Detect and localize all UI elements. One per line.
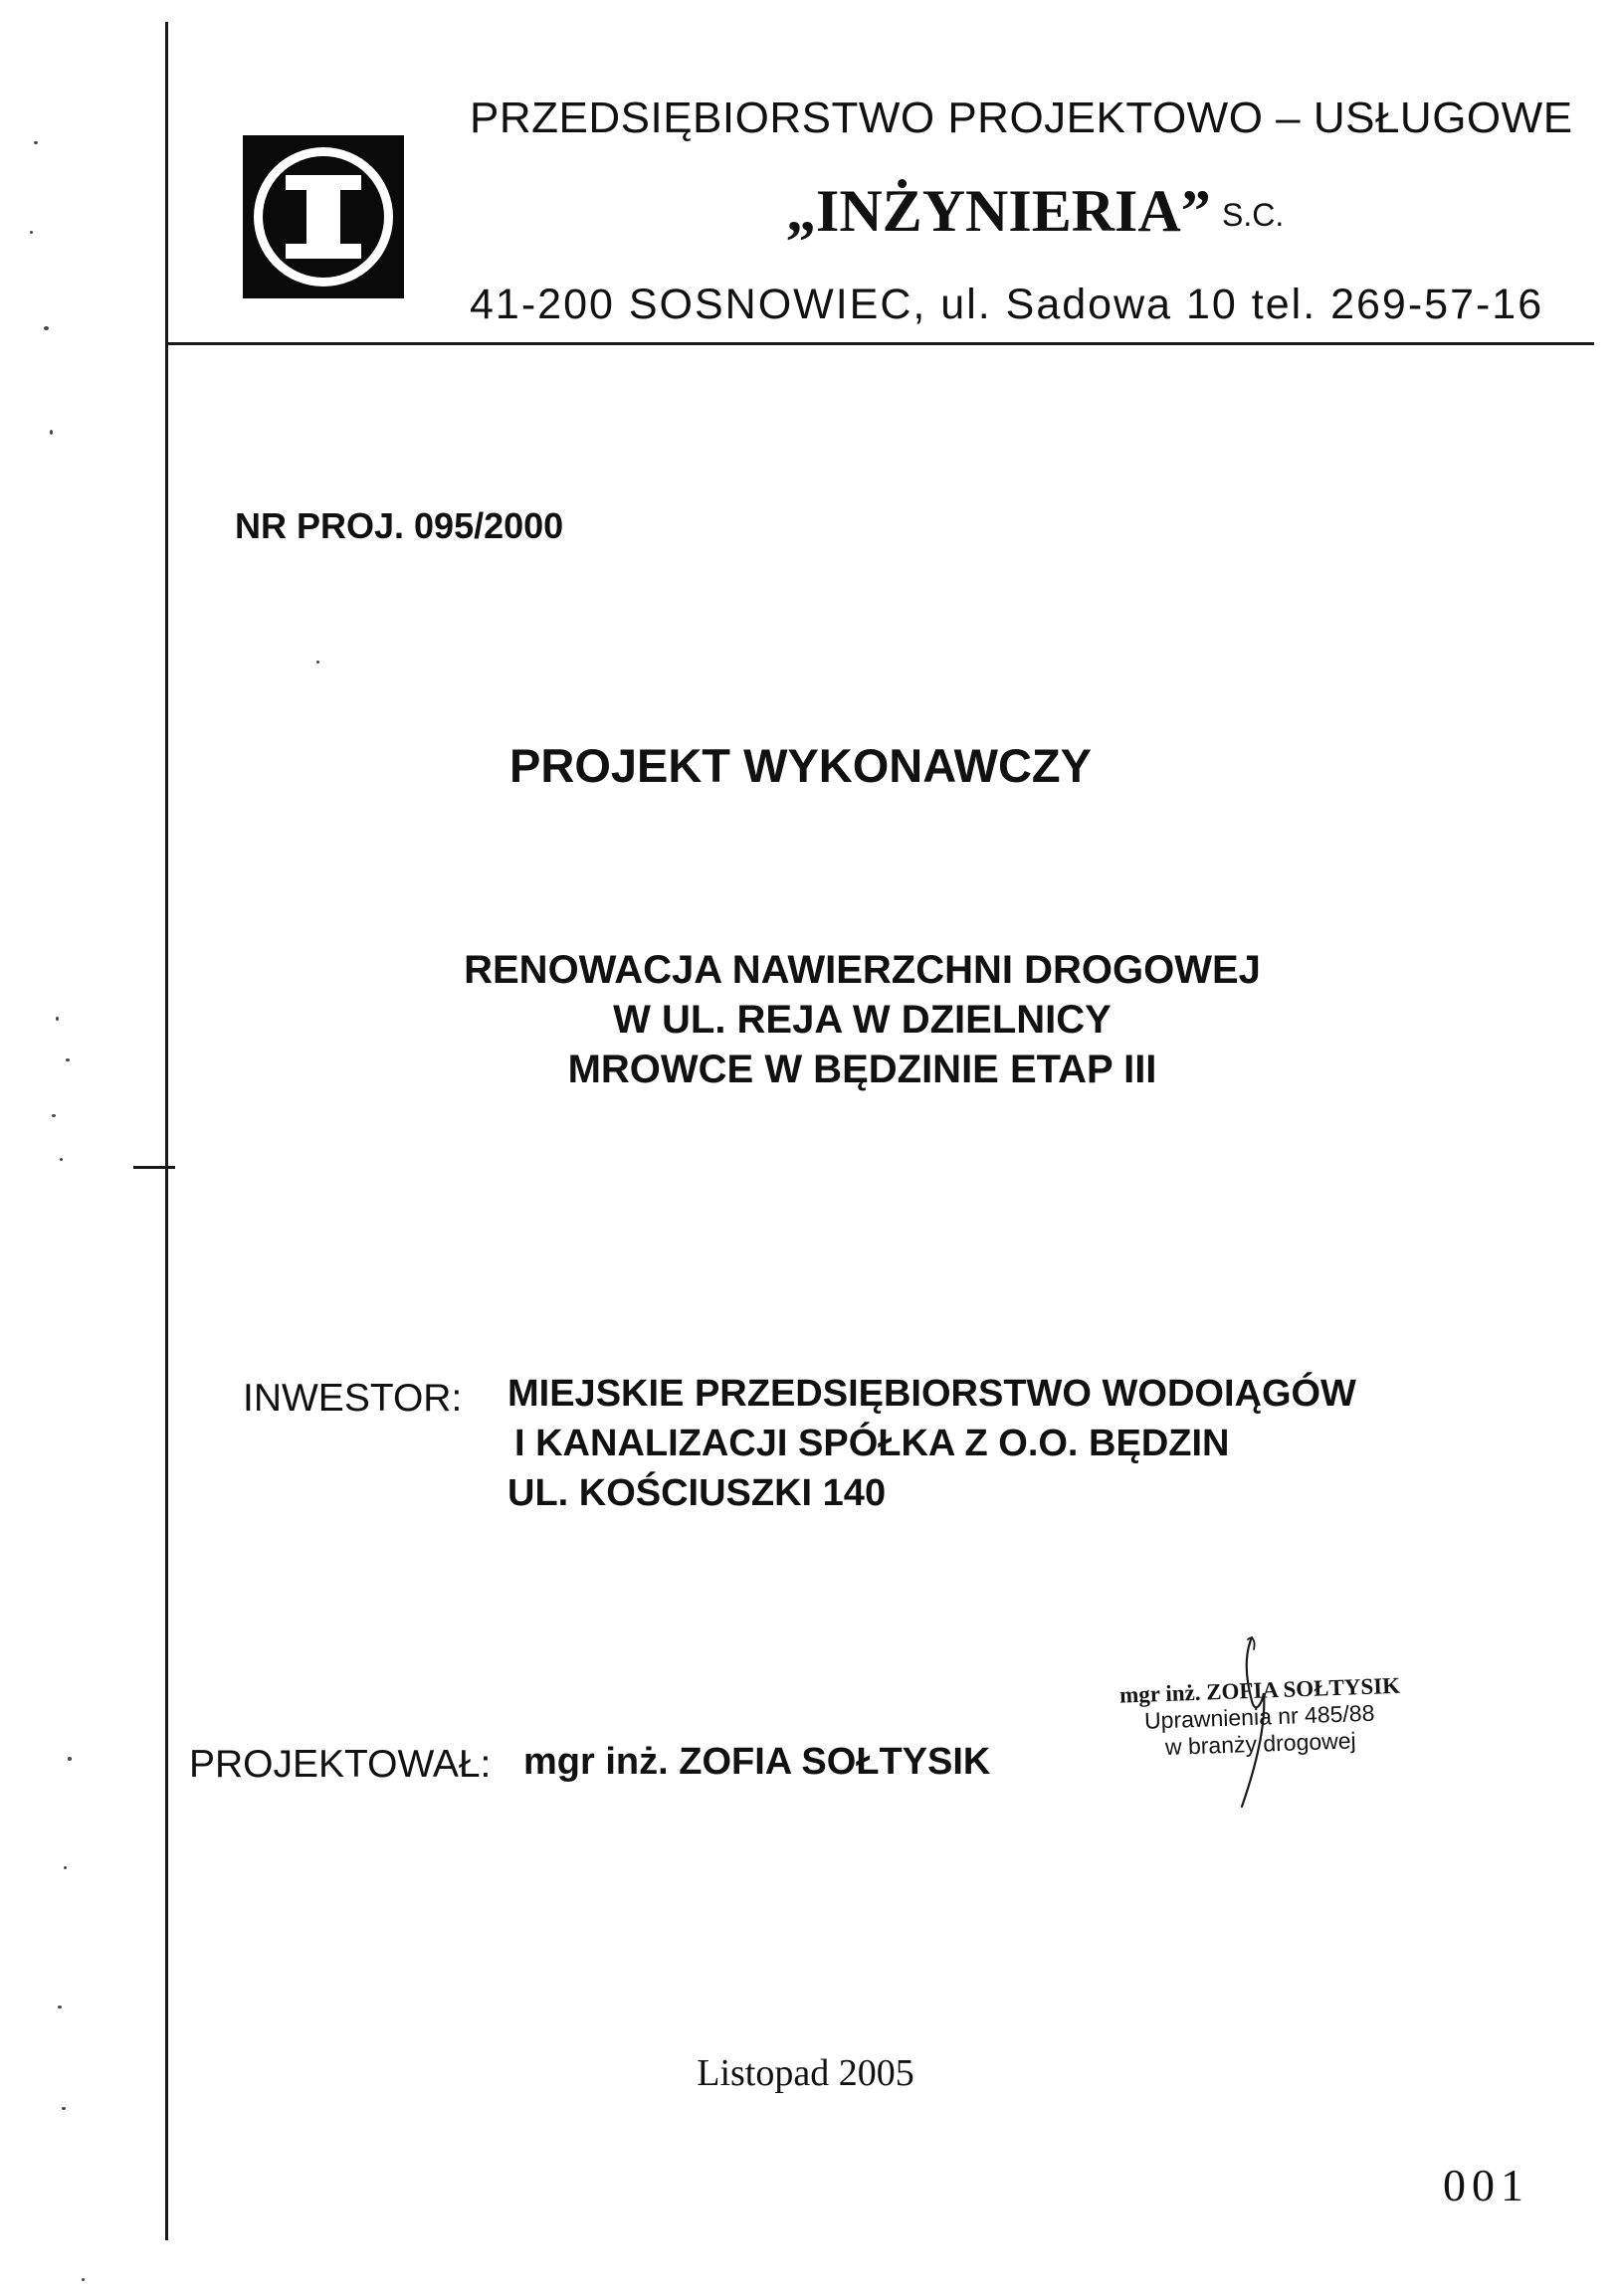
project-number: NR PROJ. 095/2000 (235, 505, 564, 546)
stamp-license: Uprawnienia nr 485/88 (1143, 1699, 1375, 1734)
issue-date: Listopad 2005 (697, 2052, 914, 2094)
scan-speck (44, 326, 49, 330)
binding-margin-line (165, 22, 168, 2240)
designer-name: mgr inż. ZOFIA SOŁTYSIK (523, 1741, 991, 1783)
stamp-name: mgr inż. ZOFIA SOŁTYSIK (1118, 1672, 1401, 1708)
signature-stroke-icon (1222, 1631, 1302, 1811)
scan-speck (68, 1757, 72, 1761)
company-logo (243, 135, 404, 298)
company-legal-form: S.C. (1222, 197, 1285, 233)
scan-speck (60, 1158, 63, 1161)
document-title: PROJEKT WYKONAWCZY (509, 739, 1092, 792)
project-subject-line: RENOWACJA NAWIERZCHNI DROGOWEJ (464, 948, 1261, 992)
stamp-specialty: w branży drogowej (1164, 1727, 1357, 1761)
scan-speck (58, 2006, 62, 2009)
scan-speck (34, 141, 38, 144)
scan-speck (50, 430, 53, 435)
handwritten-signature (1222, 1631, 1302, 1811)
scan-speck (62, 2107, 66, 2110)
scan-speck (316, 661, 319, 664)
scan-speck (56, 1017, 59, 1021)
scan-speck (82, 2278, 85, 2281)
scan-speck (64, 1866, 67, 1869)
investor-details (507, 1369, 1356, 1518)
page-number: 001 (1443, 2160, 1529, 2210)
investor-line: I KANALIZACJI SPÓŁKA Z O.O. BĘDZIN (514, 1423, 1230, 1464)
margin-fold-mark (133, 1166, 175, 1169)
project-subject (53, 945, 1619, 1094)
company-name: „INŻYNIERIA” (786, 178, 1211, 244)
scan-speck (30, 231, 33, 234)
logo-i-emblem-icon (243, 135, 404, 298)
company-type: PRZEDSIĘBIORSTWO PROJEKTOWO – USŁUGOWE (470, 94, 1573, 142)
project-subject-line: W UL. REJA W DZIELNICY (613, 998, 1112, 1042)
header-divider (167, 342, 1594, 345)
project-subject-line: MROWCE W BĘDZINIE ETAP III (567, 1048, 1157, 1091)
designer-label: PROJEKTOWAŁ: (189, 1743, 492, 1786)
investor-label: INWESTOR: (243, 1377, 463, 1420)
investor-line: MIEJSKIE PRZEDSIĘBIORSTWO WODOIĄGÓW (507, 1373, 1356, 1415)
company-address: 41-200 SOSNOWIEC, ul. Sadowa 10 tel. 269-57-16 (470, 281, 1544, 328)
scan-speck (52, 1114, 56, 1117)
investor-line: UL. KOŚCIUSZKI 140 (507, 1472, 887, 1514)
scan-speck (66, 1058, 70, 1061)
